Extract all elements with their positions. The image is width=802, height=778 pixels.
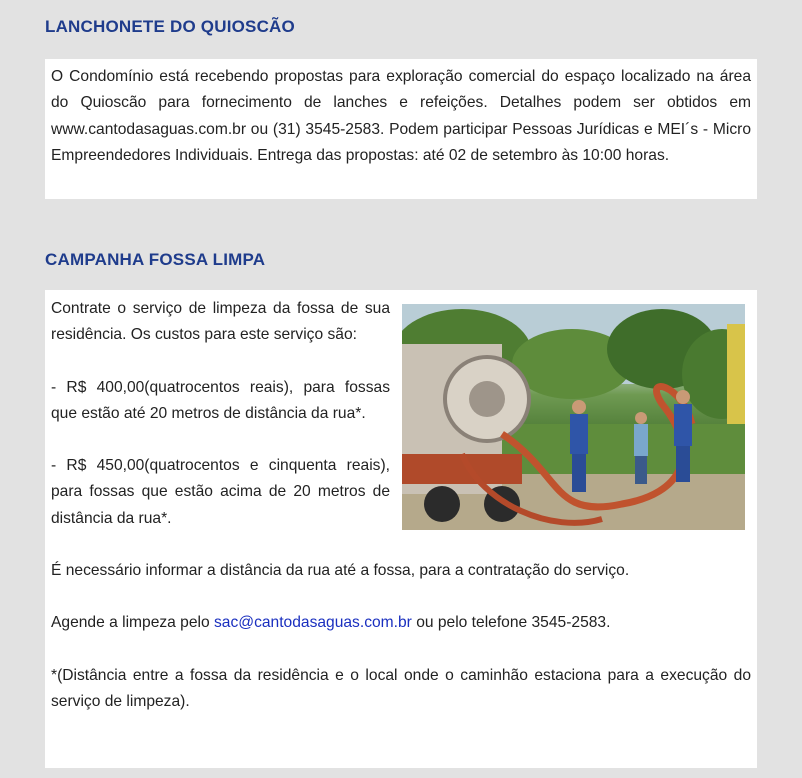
price-column	[51, 296, 390, 532]
email-link[interactable]: sac@cantodasaguas.com.br	[213, 614, 412, 632]
section-title-lanchonete: LANCHONETE DO QUIOSCÃO	[45, 17, 295, 36]
schedule-text	[51, 610, 751, 636]
lanchonete-paragraph: O Condomínio está recebendo propostas para exploração comercial do espaço localizado na área do Quioscão para fornecimento de lanches e refeições. Detalhes podem ser obtidos em www.cantodasaguas.com.br ou (31) 3545-2583. Podem participar Pessoas Jurídicas e MEI´s - Micro Empreendedores Individuais. Entrega das propostas: até 02 de setembro às 10:00 horas.	[51, 68, 751, 164]
schedule-suffix: ou pelo telefone 3545-2583.	[411, 614, 611, 632]
fossa-intro-text: Contrate o serviço de limpeza da fossa de sua residência. Os custos para este serviço são:	[51, 300, 390, 344]
fossa-content-box	[45, 290, 757, 768]
sewage-truck-photo	[402, 304, 745, 530]
price-option-2: - R$ 450,00(quatrocentos e cinquenta reais), para fossas que estão acima de 20 metros de distância da rua*.	[51, 457, 390, 527]
distance-footnote: *(Distância entre a fossa da residência e o local onde o caminhão estaciona para a execução do serviço de limpeza).	[51, 666, 751, 710]
lanchonete-content-box	[45, 59, 757, 199]
distance-info-text: É necessário informar a distância da rua até a fossa, para a contratação do serviço.	[51, 562, 630, 580]
schedule-prefix: Agende a limpeza pelo	[51, 614, 214, 632]
price-option-1: - R$ 400,00(quatrocentos reais), para fossas que estão até 20 metros de distância da rua*.	[51, 378, 390, 422]
photo-illustration	[402, 304, 745, 530]
section-title-fossa-limpa: CAMPANHA FOSSA LIMPA	[45, 250, 266, 269]
